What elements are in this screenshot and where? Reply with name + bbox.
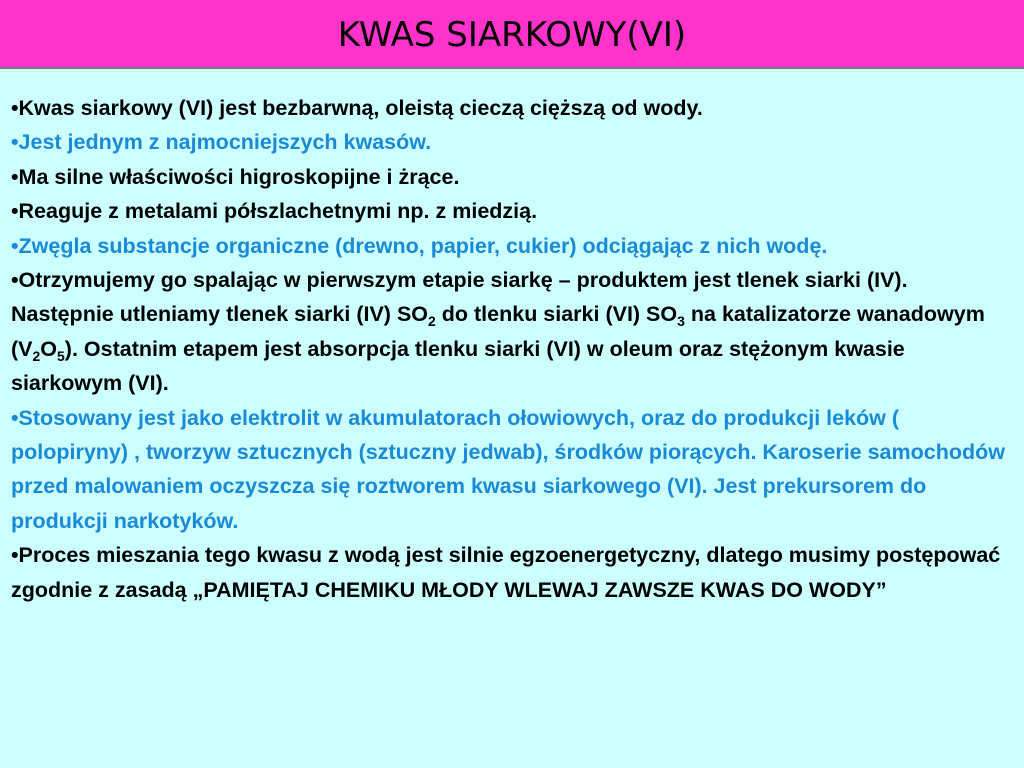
bullet-text: Ma silne właściwości higroskopijne i żrące. <box>18 164 460 189</box>
bullet-text: Stosowany jest jako elektrolit w akumulatorach ołowiowych, oraz do produkcji leków ( polopiryny) , tworzyw sztucznych (sztuczny jedwab), środków piorących. Karoserie samochodów przed malowaniem oczyszcza się roztworem kwasu siarkowego (VI). Jest prekursorem do produkcji narkotyków. <box>11 405 1005 533</box>
bullet-carbonizes <box>11 229 1016 263</box>
bullet-marker: • <box>11 405 19 430</box>
bullet-text: Kwas siarkowy (VI) jest bezbarwną, oleistą cieczą cięższą od wody. <box>18 96 703 120</box>
slide-content <box>11 91 1016 607</box>
bullet-reacts-metals <box>11 194 1016 228</box>
bullet-text-part: O <box>40 336 58 361</box>
bullet-strong-acid <box>11 125 1016 159</box>
subscript: 5 <box>57 347 65 364</box>
bullet-applications <box>11 401 1016 539</box>
bullet-text: Jest jednym z najmocniejszych kwasów. <box>18 130 432 155</box>
bullet-hygroscopic <box>11 160 1016 194</box>
bullet-marker: • <box>11 233 19 258</box>
bullet-text-part: Otrzymujemy go spalając w pierwszym etapie siarkę – produktem jest tlenek siarki (IV). Następnie utleniamy tlenek siarki (IV) SO <box>11 268 908 327</box>
bullet-mixing-water <box>11 538 1016 607</box>
bullet-text: Reaguje z metalami półszlachetnymi np. z miedzią. <box>18 199 538 224</box>
bullet-text-part: do tlenku siarki (VI) SO <box>435 302 678 327</box>
bullet-marker: • <box>11 130 19 155</box>
bullet-marker: • <box>11 164 19 189</box>
bullet-text-part: ). Ostatnim etapem jest absorpcja tlenku siarki (VI) w oleum oraz stężonym kwasie siarkowym (VI). <box>11 336 905 396</box>
title-bar <box>0 0 1024 69</box>
bullet-marker: • <box>11 96 19 120</box>
bullet-marker: • <box>11 268 19 293</box>
bullet-marker: • <box>11 199 19 224</box>
subscript: 3 <box>677 313 685 330</box>
bullet-text: Zwęgla substancje organiczne (drewno, papier, cukier) odciągając z nich wodę. <box>18 233 828 258</box>
bullet-colorless-liquid <box>11 91 1016 125</box>
bullet-production <box>11 263 1016 401</box>
bullet-text-part: na katalizatorze wanadowym (V <box>11 302 985 361</box>
subscript: 2 <box>428 313 436 330</box>
subscript: 2 <box>32 347 41 364</box>
bullet-marker: • <box>11 543 19 568</box>
slide-title: KWAS SIARKOWY(VI) <box>337 14 687 55</box>
bullet-text: Proces mieszania tego kwasu z wodą jest silnie egzoenergetyczny, dlatego musimy postępować zgodnie z zasadą „PAMIĘTAJ CHEMIKU MŁODY WLEWAJ ZAWSZE KWAS DO WODY” <box>11 543 1001 602</box>
